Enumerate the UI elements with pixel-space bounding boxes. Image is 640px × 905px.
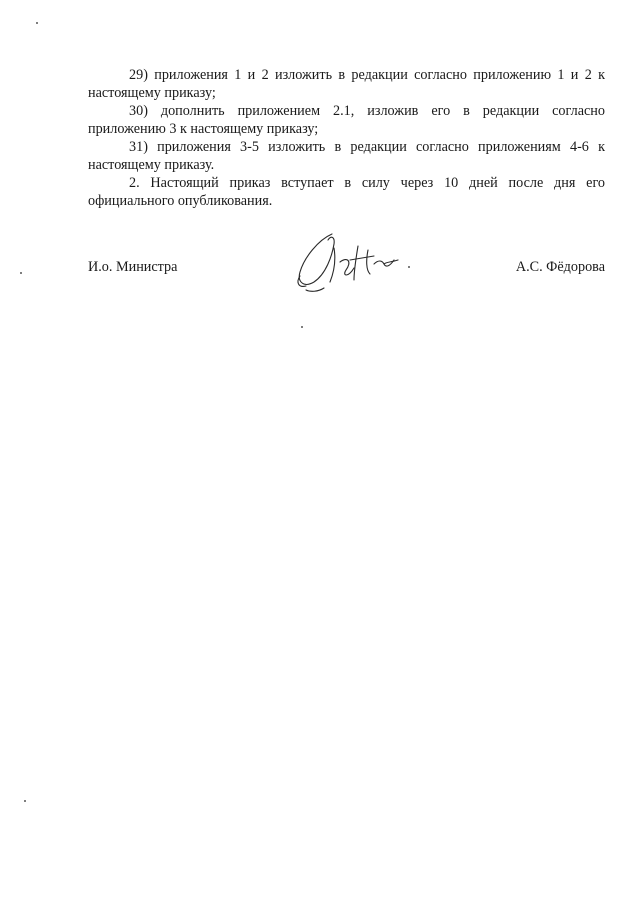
signatory-title: И.о. Министра [88, 259, 178, 275]
scan-speck [36, 22, 38, 24]
scan-speck [20, 272, 22, 274]
scan-speck [408, 266, 410, 268]
scan-speck [301, 326, 303, 328]
paragraph-item-29: 29) приложения 1 и 2 изложить в редакции согласно приложению 1 и 2 к настоящему приказу; [88, 67, 605, 101]
scan-speck [24, 800, 26, 802]
paragraph-item-30: 30) дополнить приложением 2.1, изложив его в редакции согласно приложению 3 к настоящему приказу; [88, 103, 605, 137]
signatory-name: А.С. Фёдорова [515, 259, 605, 275]
document-body [88, 66, 605, 210]
handwritten-signature [288, 226, 418, 296]
signature-block [88, 226, 605, 296]
paragraph-item-31: 31) приложения 3-5 изложить в редакции согласно приложениям 4-6 к настоящему приказу. [88, 139, 605, 173]
paragraph-effective-date: 2. Настоящий приказ вступает в силу через 10 дней после дня его официального опубликования. [88, 175, 605, 209]
